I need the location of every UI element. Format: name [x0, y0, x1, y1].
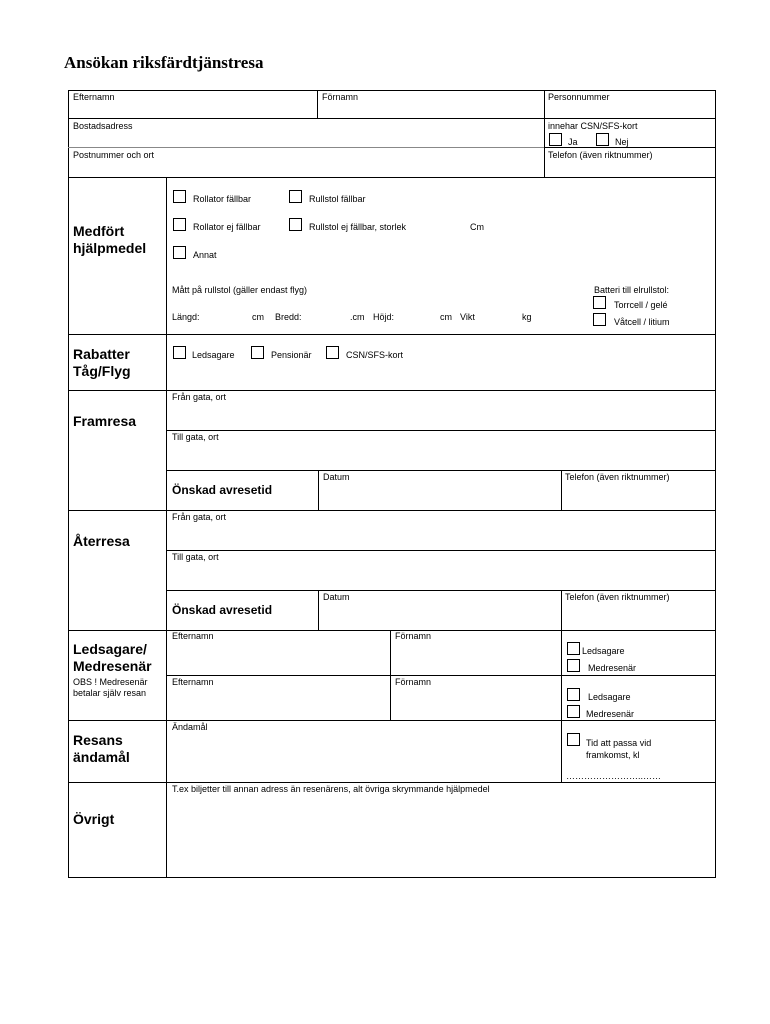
lastname-label: Efternamn: [73, 92, 115, 102]
other-hint: T.ex biljetter till annan adress än resenärens, alt övriga skrymmande hjälpmedel: [172, 784, 490, 794]
wet-cell-label: Våtcell / litium: [614, 317, 670, 327]
companion1-lastname-field[interactable]: [167, 643, 389, 674]
battery-label: Batteri till elrullstol:: [594, 285, 670, 295]
phone-label: Telefon (även riktnummer): [548, 150, 653, 160]
return-date-label: Datum: [323, 592, 350, 602]
purpose-label: Ändamål: [172, 722, 208, 732]
other-field[interactable]: [167, 797, 714, 876]
return-to-field[interactable]: [167, 564, 714, 589]
companion2-companion-checkbox[interactable]: [567, 688, 580, 701]
lastname-field[interactable]: [69, 104, 316, 117]
return-phone-label: Telefon (även riktnummer): [565, 592, 670, 602]
outbound-date-field[interactable]: [319, 484, 560, 509]
address-field[interactable]: [69, 133, 543, 146]
return-date-field[interactable]: [319, 604, 560, 629]
return-departure-label: Önskad avresetid: [172, 603, 273, 617]
rollator-nonfoldable-checkbox[interactable]: [173, 218, 186, 231]
personnummer-field[interactable]: [545, 104, 714, 117]
weight-label: Vikt: [460, 312, 475, 322]
arrival-time-field[interactable]: ……………………..……: [566, 771, 662, 781]
companion1-firstname-field[interactable]: [391, 643, 560, 674]
return-heading: Återresa: [73, 533, 130, 549]
width-unit: .cm: [350, 312, 365, 322]
dry-cell-label: Torrcell / gelé: [614, 300, 668, 310]
companion1-passenger-checkbox[interactable]: [567, 659, 580, 672]
return-from-field[interactable]: [167, 524, 714, 549]
timed-arrival-label: Tid att passa vid framkomst, kl: [586, 738, 652, 760]
purpose-field[interactable]: [167, 734, 560, 781]
width-label: Bredd:: [275, 312, 302, 322]
frame-right: [715, 90, 716, 878]
wheelchair-nonfoldable-label: Rullstol ej fällbar, storlek: [309, 222, 407, 232]
return-phone-field[interactable]: [562, 604, 714, 629]
wheelchair-size-unit: Cm: [470, 222, 484, 232]
companion1-companion-label: Ledsagare: [582, 646, 625, 656]
companion2-passenger-checkbox[interactable]: [567, 705, 580, 718]
length-unit: cm: [252, 312, 264, 322]
purpose-heading: Resans ändamål: [73, 732, 130, 765]
outbound-phone-label: Telefon (även riktnummer): [565, 472, 670, 482]
companion2-lastname-field[interactable]: [167, 689, 389, 719]
csn-no-label: Nej: [615, 137, 629, 147]
address-label: Bostadsadress: [73, 121, 133, 131]
discount-companion-label: Ledsagare: [192, 350, 235, 360]
weight-unit: kg: [522, 312, 532, 322]
phone-field[interactable]: [545, 162, 714, 176]
height-label: Höjd:: [373, 312, 395, 322]
height-unit: cm: [440, 312, 452, 322]
csn-no-checkbox[interactable]: [596, 133, 609, 146]
companion2-firstname-field[interactable]: [391, 689, 560, 719]
return-to-label: Till gata, ort: [172, 552, 219, 562]
csn-card-label: innehar CSN/SFS-kort: [548, 121, 638, 131]
firstname-label: Förnamn: [322, 92, 359, 102]
wet-cell-checkbox[interactable]: [593, 313, 606, 326]
postal-field[interactable]: [69, 162, 543, 176]
wheelchair-measure-label: Mått på rullstol (gäller endast flyg): [172, 285, 308, 295]
rollator-nonfoldable-label: Rollator ej fällbar: [193, 222, 261, 232]
personnummer-label: Personnummer: [548, 92, 610, 102]
companion1-passenger-label: Medresenär: [588, 663, 637, 673]
outbound-phone-field[interactable]: [562, 484, 714, 509]
timed-arrival-checkbox[interactable]: [567, 733, 580, 746]
outbound-to-label: Till gata, ort: [172, 432, 219, 442]
frame-top: [68, 90, 716, 91]
discount-pensioner-checkbox[interactable]: [251, 346, 264, 359]
companion2-firstname-label: Förnamn: [395, 677, 432, 687]
discount-companion-checkbox[interactable]: [173, 346, 186, 359]
companion-note: OBS ! Medresenär betalar själv resan: [73, 677, 148, 698]
discount-csn-label: CSN/SFS-kort: [346, 350, 404, 360]
other-aid-checkbox[interactable]: [173, 246, 186, 259]
wheelchair-foldable-checkbox[interactable]: [289, 190, 302, 203]
other-aid-label: Annat: [193, 250, 217, 260]
other-heading: Övrigt: [73, 811, 115, 827]
dry-cell-checkbox[interactable]: [593, 296, 606, 309]
wheelchair-foldable-label: Rullstol fällbar: [309, 194, 366, 204]
firstname-field[interactable]: [318, 104, 543, 117]
companion-heading: Ledsagare/ Medresenär: [73, 641, 152, 674]
companion1-firstname-label: Förnamn: [395, 631, 432, 641]
discount-heading: Rabatter Tåg/Flyg: [73, 346, 131, 379]
rollator-foldable-label: Rollator fällbar: [193, 194, 252, 204]
csn-yes-label: Ja: [568, 137, 578, 147]
discount-csn-checkbox[interactable]: [326, 346, 339, 359]
companion2-passenger-label: Medresenär: [586, 709, 635, 719]
companion1-companion-checkbox[interactable]: [567, 642, 580, 655]
outbound-date-label: Datum: [323, 472, 350, 482]
companion2-companion-label: Ledsagare: [588, 692, 631, 702]
rollator-foldable-checkbox[interactable]: [173, 190, 186, 203]
companion1-lastname-label: Efternamn: [172, 631, 214, 641]
length-label: Längd:: [172, 312, 200, 322]
outbound-heading: Framresa: [73, 413, 137, 429]
page-title: Ansökan riksfärdtjänstresa: [64, 53, 264, 72]
frame-left: [68, 90, 69, 878]
return-from-label: Från gata, ort: [172, 512, 227, 522]
companion2-lastname-label: Efternamn: [172, 677, 214, 687]
discount-pensioner-label: Pensionär: [271, 350, 312, 360]
outbound-to-field[interactable]: [167, 444, 714, 469]
outbound-from-label: Från gata, ort: [172, 392, 227, 402]
postal-label: Postnummer och ort: [73, 150, 155, 160]
wheelchair-nonfoldable-checkbox[interactable]: [289, 218, 302, 231]
outbound-departure-label: Önskad avresetid: [172, 483, 273, 497]
aids-heading: Medfört hjälpmedel: [73, 223, 147, 256]
csn-yes-checkbox[interactable]: [549, 133, 562, 146]
outbound-from-field[interactable]: [167, 404, 714, 429]
